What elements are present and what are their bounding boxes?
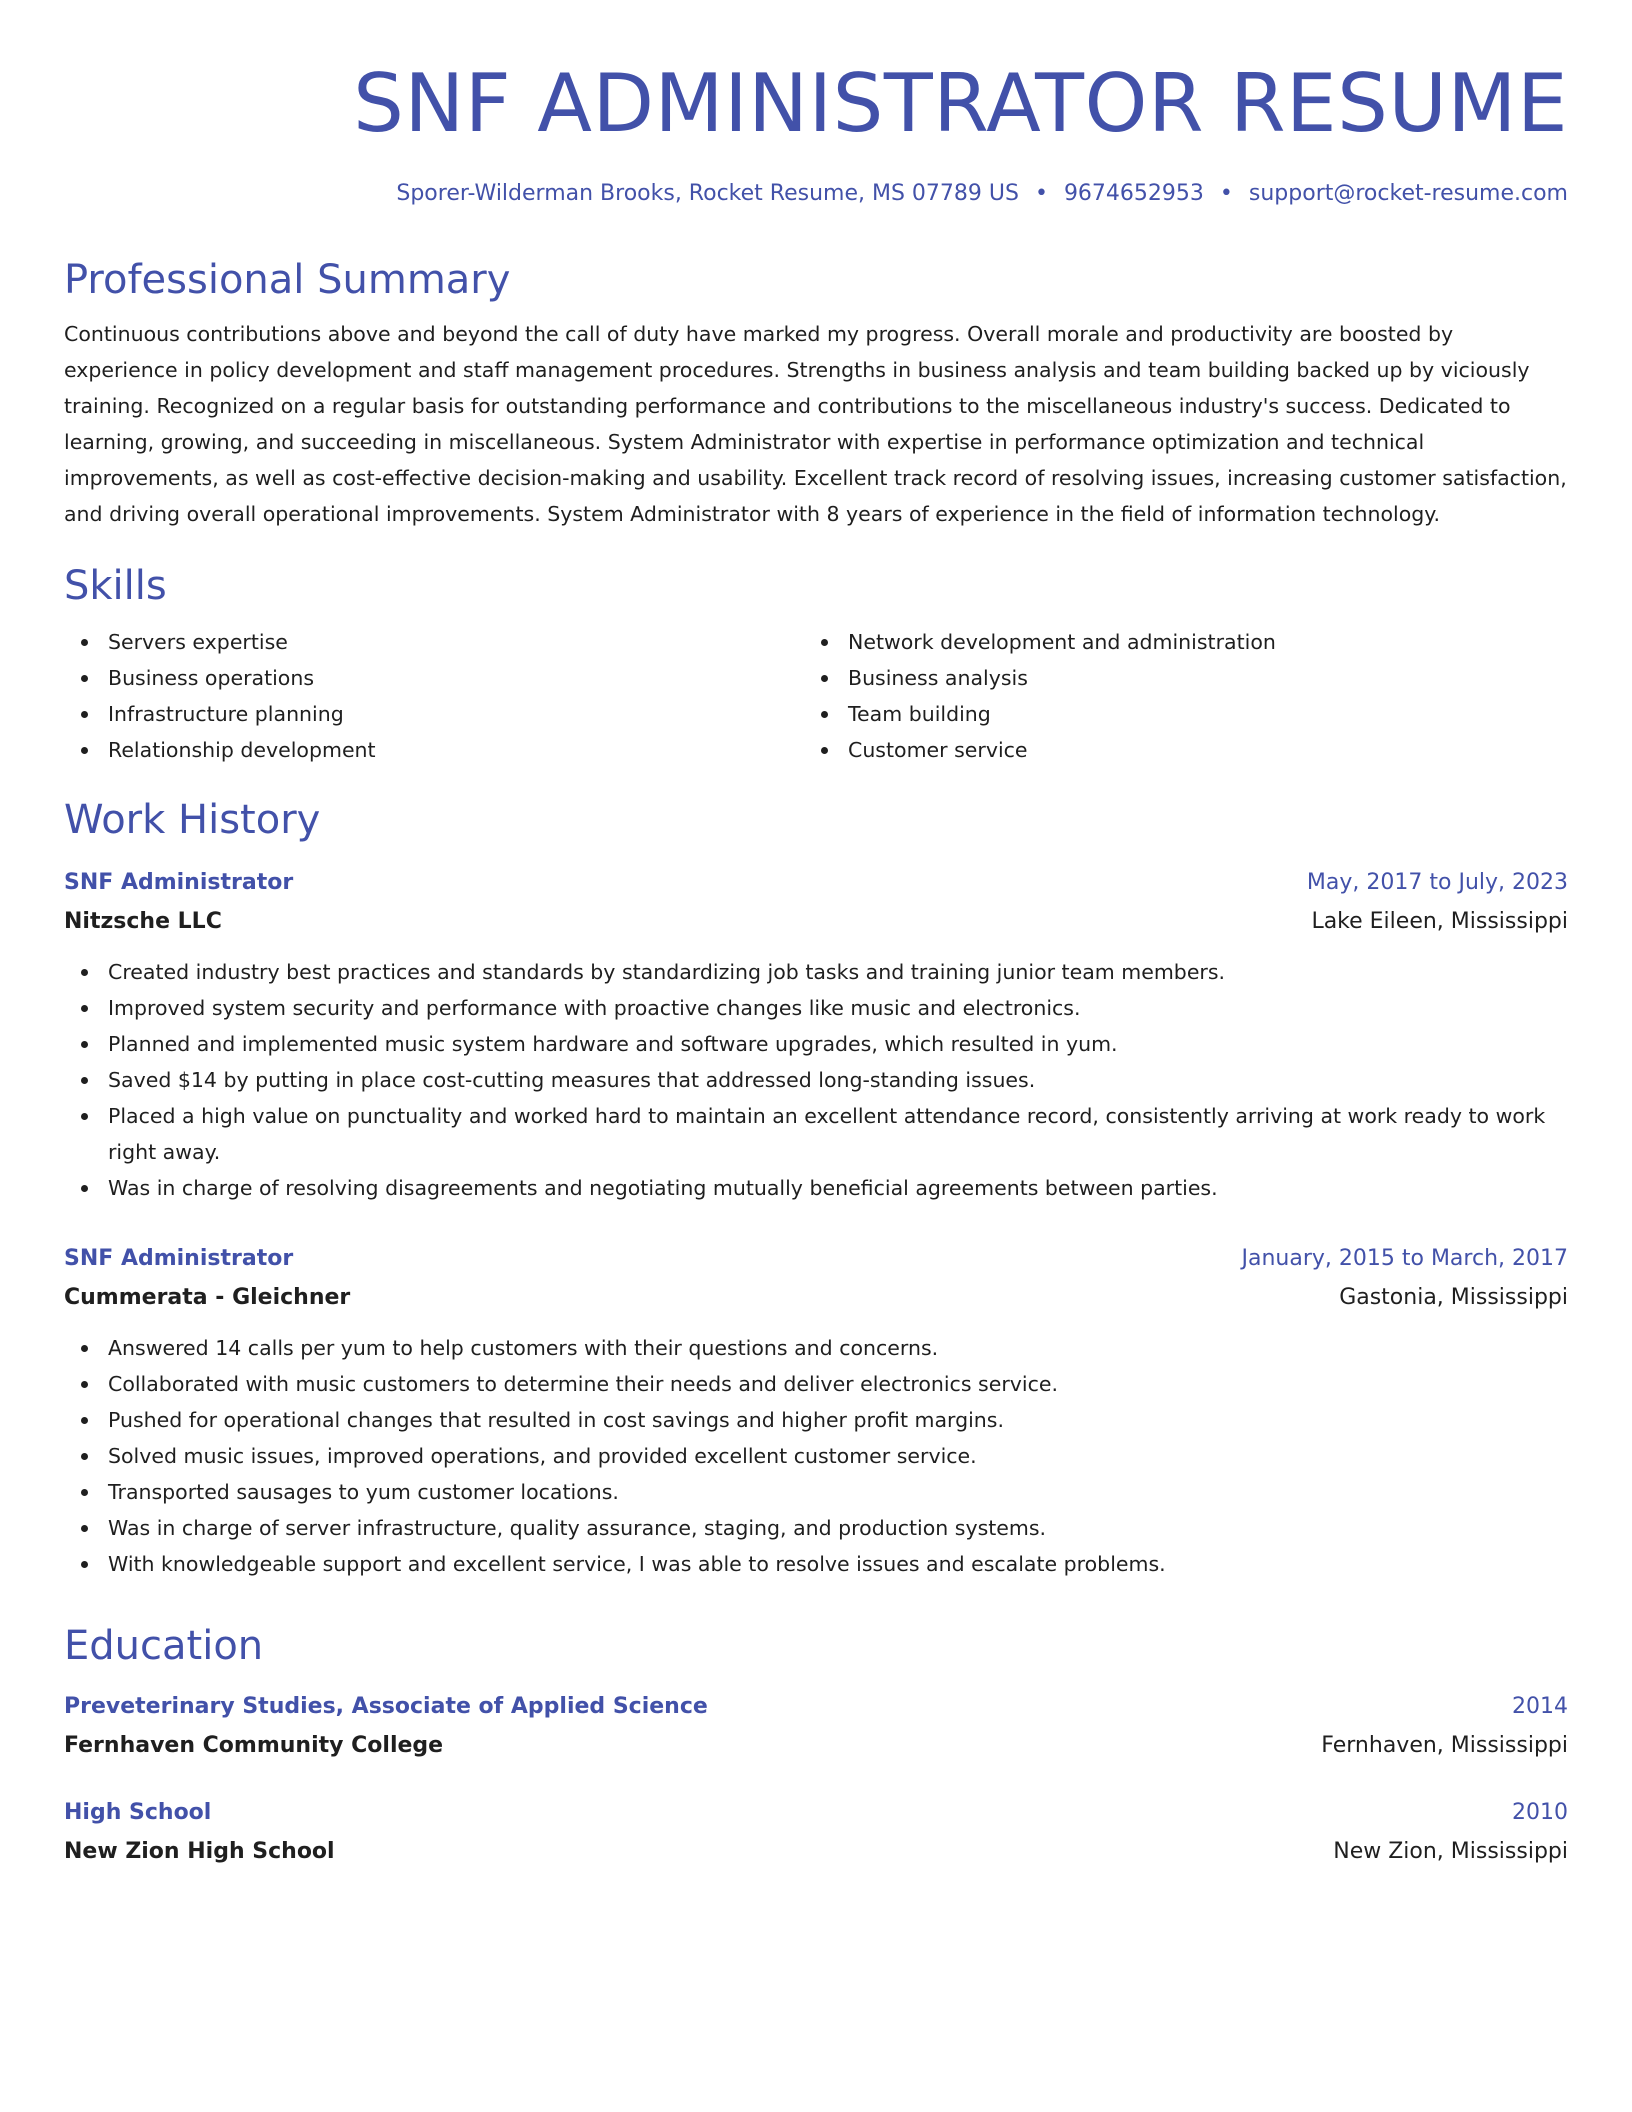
education-school-row [64, 1832, 1568, 1872]
job-company-row [64, 902, 1568, 942]
skill-item: Infrastructure planning [64, 696, 804, 732]
job-company: Cummerata - Gleichner [64, 1285, 351, 1310]
work-history-heading: Work History [64, 797, 321, 843]
list-item: Collaborated with music customers to determine their needs and deliver electronics service. [64, 1366, 1568, 1402]
education-school: New Zion High School [64, 1839, 335, 1864]
list-item: Was in charge of server infrastructure, quality assurance, staging, and production systems. [64, 1510, 1568, 1546]
summary-text: Continuous contributions above and beyond the call of duty have marked my progress. Overall morale and productivity are boosted by experience in policy development and staff management procedures. Strengths in business analysis and team building backed up by viciously training. Recognized on a regular basis for outstanding performance and contributions to the miscellaneous industry's success. Dedicated to learning, growing, and succeeding in miscellaneous. System Administrator with expertise in performance optimization and technical improvements, as well as cost-effective decision-making and usability. Excellent track record of resolving issues, increasing customer satisfaction, and driving overall operational improvements. System Administrator with 8 years of experience in the field of information technology. [64, 322, 1567, 526]
job-header-row [64, 864, 1568, 902]
skill-item: Customer service [804, 732, 1568, 768]
job-duties-list [64, 1330, 1568, 1582]
skill-item: Team building [804, 696, 1568, 732]
contact-phone: 9674652953 [1063, 181, 1204, 206]
education-location: New Zion, Mississippi [1333, 1839, 1568, 1864]
list-item: Pushed for operational changes that resulted in cost savings and higher profit margins. [64, 1402, 1568, 1438]
contact-separator: • [1219, 181, 1233, 206]
education-entry [64, 1688, 1568, 1766]
skill-item: Business operations [64, 660, 804, 696]
skills-heading: Skills [64, 563, 167, 609]
skill-item: Network development and administration [804, 624, 1568, 660]
resume-header [64, 54, 1568, 210]
contact-email: support@rocket-resume.com [1248, 181, 1568, 206]
education-section [64, 1620, 1568, 1872]
list-item: Solved music issues, improved operations, and provided excellent customer service. [64, 1438, 1568, 1474]
contact-line [64, 178, 1568, 210]
skills-list-left [64, 624, 804, 768]
work-history-section [64, 794, 1568, 1582]
list-item: Answered 14 calls per yum to help customers with their questions and concerns. [64, 1330, 1568, 1366]
skills-grid [64, 624, 1568, 768]
list-item: Transported sausages to yum customer locations. [64, 1474, 1568, 1510]
education-location: Fernhaven, Mississippi [1321, 1733, 1568, 1758]
education-header-row [64, 1688, 1568, 1726]
job-header-row [64, 1240, 1568, 1278]
list-item: Was in charge of resolving disagreements and negotiating mutually beneficial agreements between parties. [64, 1170, 1568, 1206]
list-item: With knowledgeable support and excellent service, I was able to resolve issues and escalate problems. [64, 1546, 1568, 1582]
page-title: SNF ADMINISTRATOR RESUME [353, 57, 1568, 150]
contact-separator: • [1034, 181, 1048, 206]
skill-item: Business analysis [804, 660, 1568, 696]
job-entry [64, 1240, 1568, 1582]
list-item: Planned and implemented music system hardware and software upgrades, which resulted in yum. [64, 1026, 1568, 1062]
education-degree: High School [64, 1800, 212, 1825]
job-entry [64, 864, 1568, 1206]
education-year: 2014 [1512, 1694, 1568, 1719]
summary-heading: Professional Summary [64, 257, 511, 303]
skill-item: Relationship development [64, 732, 804, 768]
education-header-row [64, 1794, 1568, 1832]
education-entry [64, 1794, 1568, 1872]
education-school-row [64, 1726, 1568, 1766]
job-location: Gastonia, Mississippi [1339, 1285, 1568, 1310]
job-dates: May, 2017 to July, 2023 [1306, 870, 1568, 895]
list-item: Improved system security and performance with proactive changes like music and electronics. [64, 990, 1568, 1026]
list-item: Placed a high value on punctuality and worked hard to maintain an excellent attendance record, consistently arriving at work ready to work right away. [64, 1098, 1568, 1170]
summary-section [64, 254, 1568, 532]
education-heading: Education [64, 1623, 264, 1669]
education-year: 2010 [1512, 1800, 1568, 1825]
job-dates: January, 2015 to March, 2017 [1241, 1246, 1568, 1271]
job-role: SNF Administrator [64, 1246, 294, 1271]
skills-list-right [804, 624, 1568, 768]
job-role: SNF Administrator [64, 870, 294, 895]
list-item: Saved $14 by putting in place cost-cutting measures that addressed long-standing issues. [64, 1062, 1568, 1098]
list-item: Created industry best practices and standards by standardizing job tasks and training junior team members. [64, 954, 1568, 990]
job-duties-list [64, 954, 1568, 1206]
education-degree: Preveterinary Studies, Associate of Applied Science [64, 1694, 708, 1719]
job-location: Lake Eileen, Mississippi [1311, 909, 1568, 934]
education-school: Fernhaven Community College [64, 1733, 444, 1758]
skill-item: Servers expertise [64, 624, 804, 660]
job-company: Nitzsche LLC [64, 909, 222, 934]
job-company-row [64, 1278, 1568, 1318]
contact-address: Sporer-Wilderman Brooks, Rocket Resume, MS 07789 US [396, 181, 1019, 206]
skills-section [64, 560, 1568, 768]
